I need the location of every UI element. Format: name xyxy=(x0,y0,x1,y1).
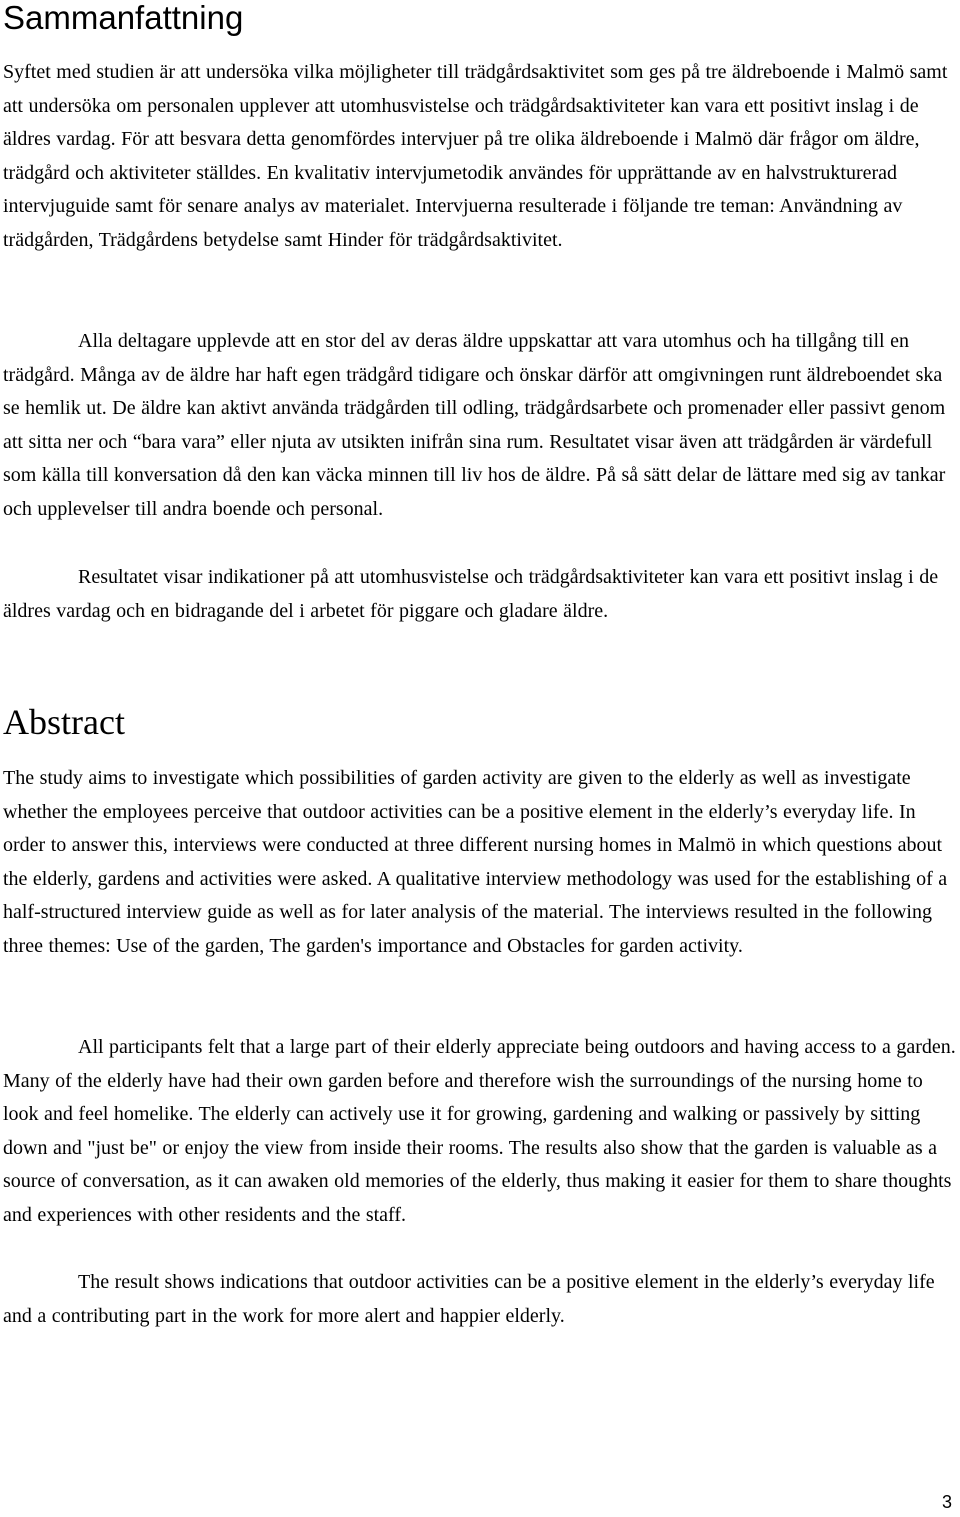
sammanfattning-paragraph-3: Resultatet visar indikationer på att utomhusvistelse och trädgårdsaktiviteter kan vara ett positivt inslag i de äldres vardag och en bidragande del i arbetet för piggare och gladare äldre. xyxy=(3,566,939,622)
sammanfattning-paragraph-2: Alla deltagare upplevde att en stor del av deras äldre uppskattar att vara utomhus och ha tillgång till en trädgård. Många av de äldre har haft egen trädgård tidigare och önskar därför att omgivningen runt äldreboendet ska se hemlik ut. De äldre kan aktivt använda trädgården till odling, trädgårdsarbete och promenader eller passivt genom att sitta ner och “bara vara” eller njuta av utsikten inifrån sina rum. Resultatet visar även att trädgården är värdefull som källa till konversation då den kan väcka minnen till liv hos de äldre. På så sätt delar de lättare med sig av tankar och upplevelser till andra boende och personal. xyxy=(3,330,946,520)
abstract-paragraph-2: All participants felt that a large part of their elderly appreciate being outdoors and having access to a garden. Many of the elderly have had their own garden before and therefore wish the surroundings of the nursing home to look and feel homelike. The elderly can actively use it for growing, gardening and walking or passively by sitting down and "just be" or enjoy the view from inside their rooms. The results also show that the garden is valuable as a source of conversation, as it can awaken old memories of the elderly, thus making it easier for them to share thoughts and experiences with other residents and the staff. xyxy=(3,1036,956,1226)
abstract-heading: Abstract xyxy=(3,702,125,742)
sammanfattning-paragraph-1: Syftet med studien är att undersöka vilka möjligheter till trädgårdsaktivitet som ges på tre äldreboende i Malmö samt att undersöka om personalen upplever att utomhusvistelse och trädgårdsaktiviteter kan vara ett positivt inslag i de äldres vardag. För att besvara detta genomfördes intervjuer på tre olika äldreboende i Malmö där frågor om äldre, trädgård och aktiviteter ställdes. En kvalitativ intervjumetodik användes för upprättande av en halvstrukturerad intervjuguide samt för senare analys av materialet. Intervjuerna resulterade i följande tre teman: Användning av trädgården, Trädgårdens betydelse samt Hinder för trädgårdsaktivitet. xyxy=(3,61,948,251)
abstract-paragraph-3: The result shows indications that outdoor activities can be a positive element in the elderly’s everyday life and a contributing part in the work for more alert and happier elderly. xyxy=(3,1271,935,1327)
page-number: 3 xyxy=(941,1492,952,1512)
sammanfattning-heading: Sammanfattning xyxy=(3,0,244,36)
abstract-paragraph-1: The study aims to investigate which possibilities of garden activity are given to the elderly as well as investigate whether the employees perceive that outdoor activities can be a positive element in the elderly’s everyday life. In order to answer this, interviews were conducted at three different nursing homes in Malmö in which questions about the elderly, gardens and activities were asked. A qualitative interview methodology was used for the establishing of a half-structured interview guide as well as for later analysis of the material. The interviews resulted in the following three themes: Use of the garden, The garden's importance and Obstacles for garden activity. xyxy=(3,767,948,957)
